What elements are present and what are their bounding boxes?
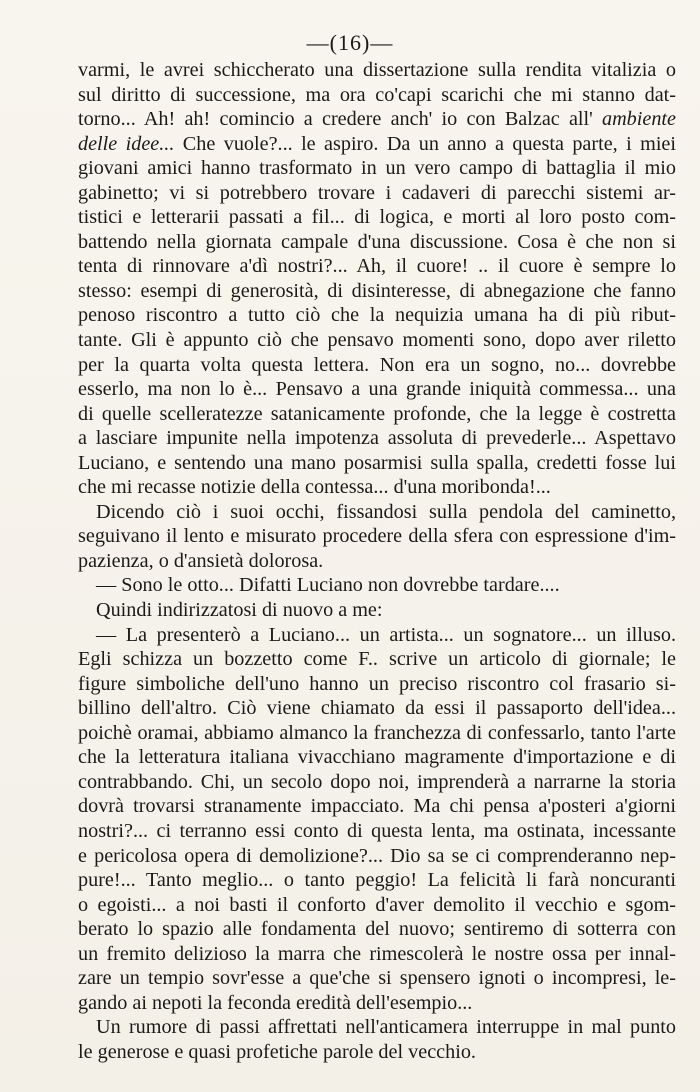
text-line: contrabbando. Chi, un secolo dopo noi, imprenderà a narrarne la storia xyxy=(78,770,676,793)
page-number: —(16)— xyxy=(306,30,394,55)
text-line: tistici e letterarii passati a fil... di logica, e morti al loro posto com- xyxy=(78,206,676,229)
text-line: giovani amici hanno trasformato in un vero campo di battaglia il mio xyxy=(78,157,676,180)
text-line: di quelle scelleratezze satanicamente profonde, che la legge è costretta xyxy=(78,402,676,425)
text-line: Un rumore di passi affrettati nell'anticamera interruppe in mal punto xyxy=(96,1016,676,1039)
text-line: pazienza, o d'ansietà dolorosa. xyxy=(78,549,324,572)
italic-phrase: delle idee... xyxy=(78,132,175,155)
text-line: a lasciare impunite nella impotenza assoluta di prevederle... Aspettavo xyxy=(78,427,676,450)
text-line: varmi, le avrei schiccherato una dissertazione sulla rendita vitalizia o xyxy=(78,59,676,81)
text-line: — Sono le otto... Difatti Luciano non dovrebbe tardare.... xyxy=(96,574,560,597)
italic-phrase: ambiente xyxy=(602,108,676,131)
text-line: — La presenterò a Luciano... un artista... un sognatore... un illuso. xyxy=(96,623,676,646)
text-line: e pericolosa opera di demolizione?... Dio sa se ci comprenderanno nep- xyxy=(78,844,676,867)
body-text xyxy=(78,58,676,1064)
text-line: dovrà trovarsi stranamente impacciato. Ma chi pensa a'posteri a'giorni xyxy=(78,795,676,818)
text-line: stesso: esempi di generosità, di disinteresse, di abnegazione che fanno xyxy=(78,279,676,302)
text-line: Dicendo ciò i suoi occhi, fissandosi sulla pendola del caminetto, xyxy=(96,500,676,523)
text-line: che la letteratura italiana vivacchiano magramente d'importazione e di xyxy=(78,746,676,769)
text-line: berato lo spazio alle fondamenta del nuovo; sentiremo di sotterra con xyxy=(78,918,676,941)
text-line: un fremito delizioso la marra che rimescolerà le nostre ossa per innal- xyxy=(78,942,676,965)
text-line: seguivano il lento e misurato procedere della sfera con espressione d'im- xyxy=(78,525,676,548)
text-line: pure!... Tanto meglio... o tanto peggio! La felicità li farà noncuranti xyxy=(78,869,676,892)
text-line: battendo nella giornata campale d'una discussione. Cosa è che non si xyxy=(78,230,676,253)
text-line: o egoisti... a noi basti il conforto d'aver demolito il vecchio e sgom- xyxy=(78,893,676,916)
text-line: gando ai nepoti la feconda eredità dell'esempio... xyxy=(78,991,473,1014)
text-line: gabinetto; vi si potrebbero trovare i cadaveri di parecchi sistemi ar- xyxy=(78,181,676,204)
text-line: le generose e quasi profetiche parole del vecchio. xyxy=(78,1040,476,1063)
text-line: Quindi indirizzatosi di nuovo a me: xyxy=(96,599,383,622)
text-line: esserlo, ma non lo è... Pensavo a una grande iniquità commessa... una xyxy=(78,378,676,401)
text-line: Egli schizza un bozzetto come F.. scrive un articolo di giornale; le xyxy=(78,648,676,671)
text-line: sul diritto di successione, ma ora co'capi scarichi che mi stanno dat- xyxy=(78,83,676,106)
text-line: che mi recasse notizie della contessa... d'una moribonda!... xyxy=(78,476,551,499)
text-line: Luciano, e sentendo una mano posarmisi sulla spalla, credetti fosse lui xyxy=(78,451,676,474)
text-line: poichè oramai, abbiamo almanco la franchezza di confessarlo, tanto l'arte xyxy=(78,721,676,744)
text-line: penoso riscontro a tutto ciò che la nequizia umana ha di più ribut- xyxy=(78,304,676,327)
text-line: per la quarta volta questa lettera. Non era un sogno, no... dovrebbe xyxy=(78,353,676,376)
text-line: figure simboliche dell'uno hanno un preciso riscontro col frasario si- xyxy=(78,672,676,695)
text-line: torno... Ah! ah! comincio a credere anch' io con Balzac all' ambiente xyxy=(78,108,676,131)
text-line: zare un tempio sovr'esse a que'che si spensero ignoti o incompresi, le- xyxy=(78,967,676,990)
text-line: delle idee... Che vuole?... le aspiro. Da un anno a questa parte, i miei xyxy=(78,132,676,155)
text-line: billino dell'altro. Ciò viene chiamato da essi il passaporto dell'idea... xyxy=(78,697,676,720)
text-line: tenta di rinnovare a'dì nostri?... Ah, il cuore! .. il cuore è sempre lo xyxy=(78,255,676,278)
text-line: nostri?... ci terranno essi conto di questa lenta, ma ostinata, incessante xyxy=(78,819,676,842)
text-line: tante. Gli è appunto ciò che pensavo momenti sono, dopo aver riletto xyxy=(78,329,676,352)
